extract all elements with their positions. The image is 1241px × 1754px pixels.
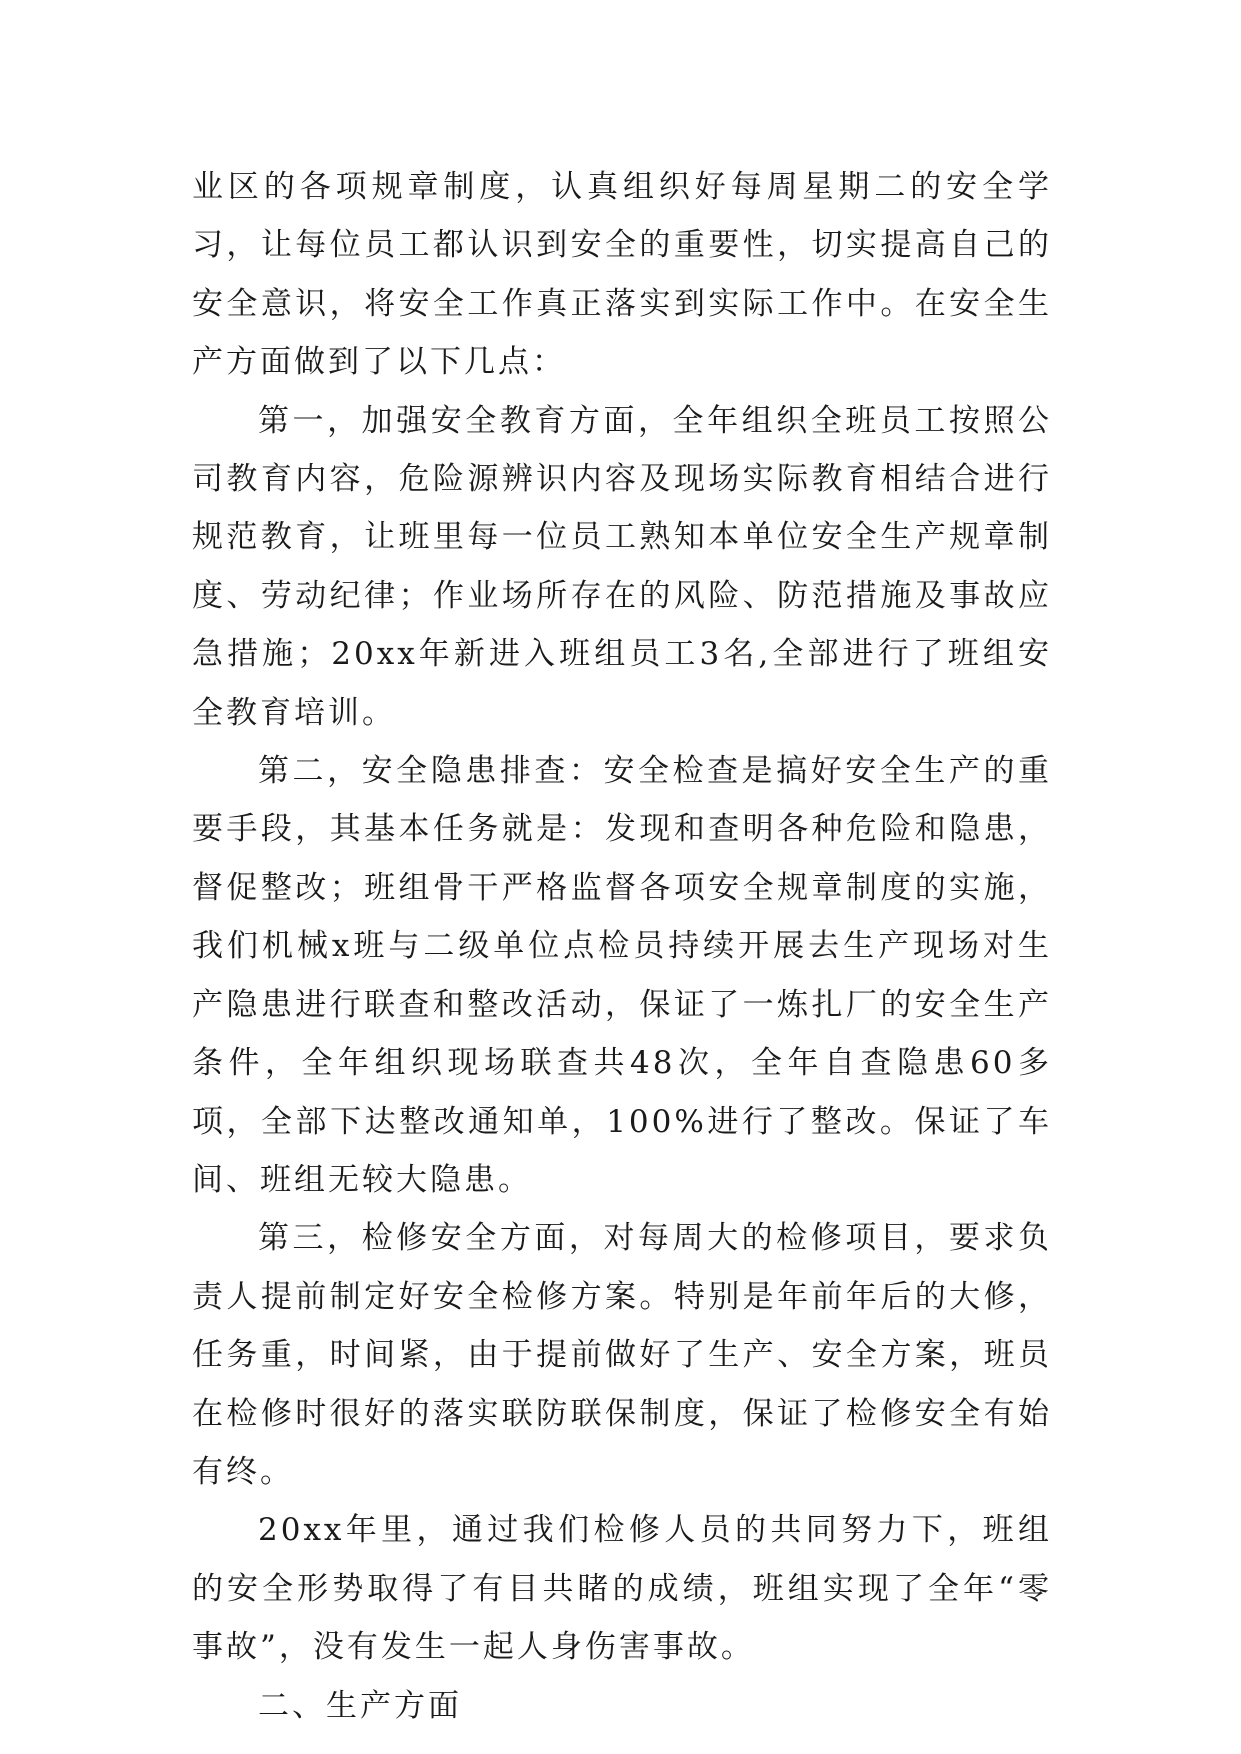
paragraph-zero-accident: 20xx年里，通过我们检修人员的共同努力下，班组的安全形势取得了有目共睹的成绩，班组实现了全年“零事故”，没有发生一起人身伤害事故。 (192, 1512, 1052, 1666)
paragraph-safety-rules: 业区的各项规章制度，认真组织好每周星期二的安全学习，让每位员工都认识到安全的重要性，切实提高自己的安全意识，将安全工作真正落实到实际工作中。在安全生产方面做到了以下几点： (192, 169, 1052, 381)
paragraph-hazard-inspection: 第二，安全隐患排查：安全检查是搞好安全生产的重要手段，其基本任务就是：发现和查明各种危险和隐患，督促整改；班组骨干严格监督各项安全规章制度的实施，我们机械x班与二级单位点检员持续开展去生产现场对生产隐患进行联查和整改活动，保证了一炼扎厂的安全生产条件，全年组织现场联查共48次，全年自查隐患60多项，全部下达整改通知单，100%进行了整改。保证了车间、班组无较大隐患。 (192, 753, 1052, 1198)
paragraph-safety-education: 第一，加强安全教育方面，全年组织全班员工按照公司教育内容，危险源辨识内容及现场实际教育相结合进行规范教育，让班里每一位员工熟知本单位安全生产规章制度、劳动纪律；作业场所存在的风险、防范措施及事故应急措施；20xx年新进入班组员工3名,全部进行了班组安全教育培训。 (192, 402, 1052, 731)
section-heading-production: 二、生产方面 (258, 1687, 462, 1724)
paragraph-maintenance-safety: 第三，检修安全方面，对每周大的检修项目，要求负责人提前制定好安全检修方案。特别是年前年后的大修，任务重，时间紧，由于提前做好了生产、安全方案，班员在检修时很好的落实联防联保制度，保证了检修安全有始有终。 (192, 1220, 1052, 1490)
document-body (192, 158, 1052, 1735)
